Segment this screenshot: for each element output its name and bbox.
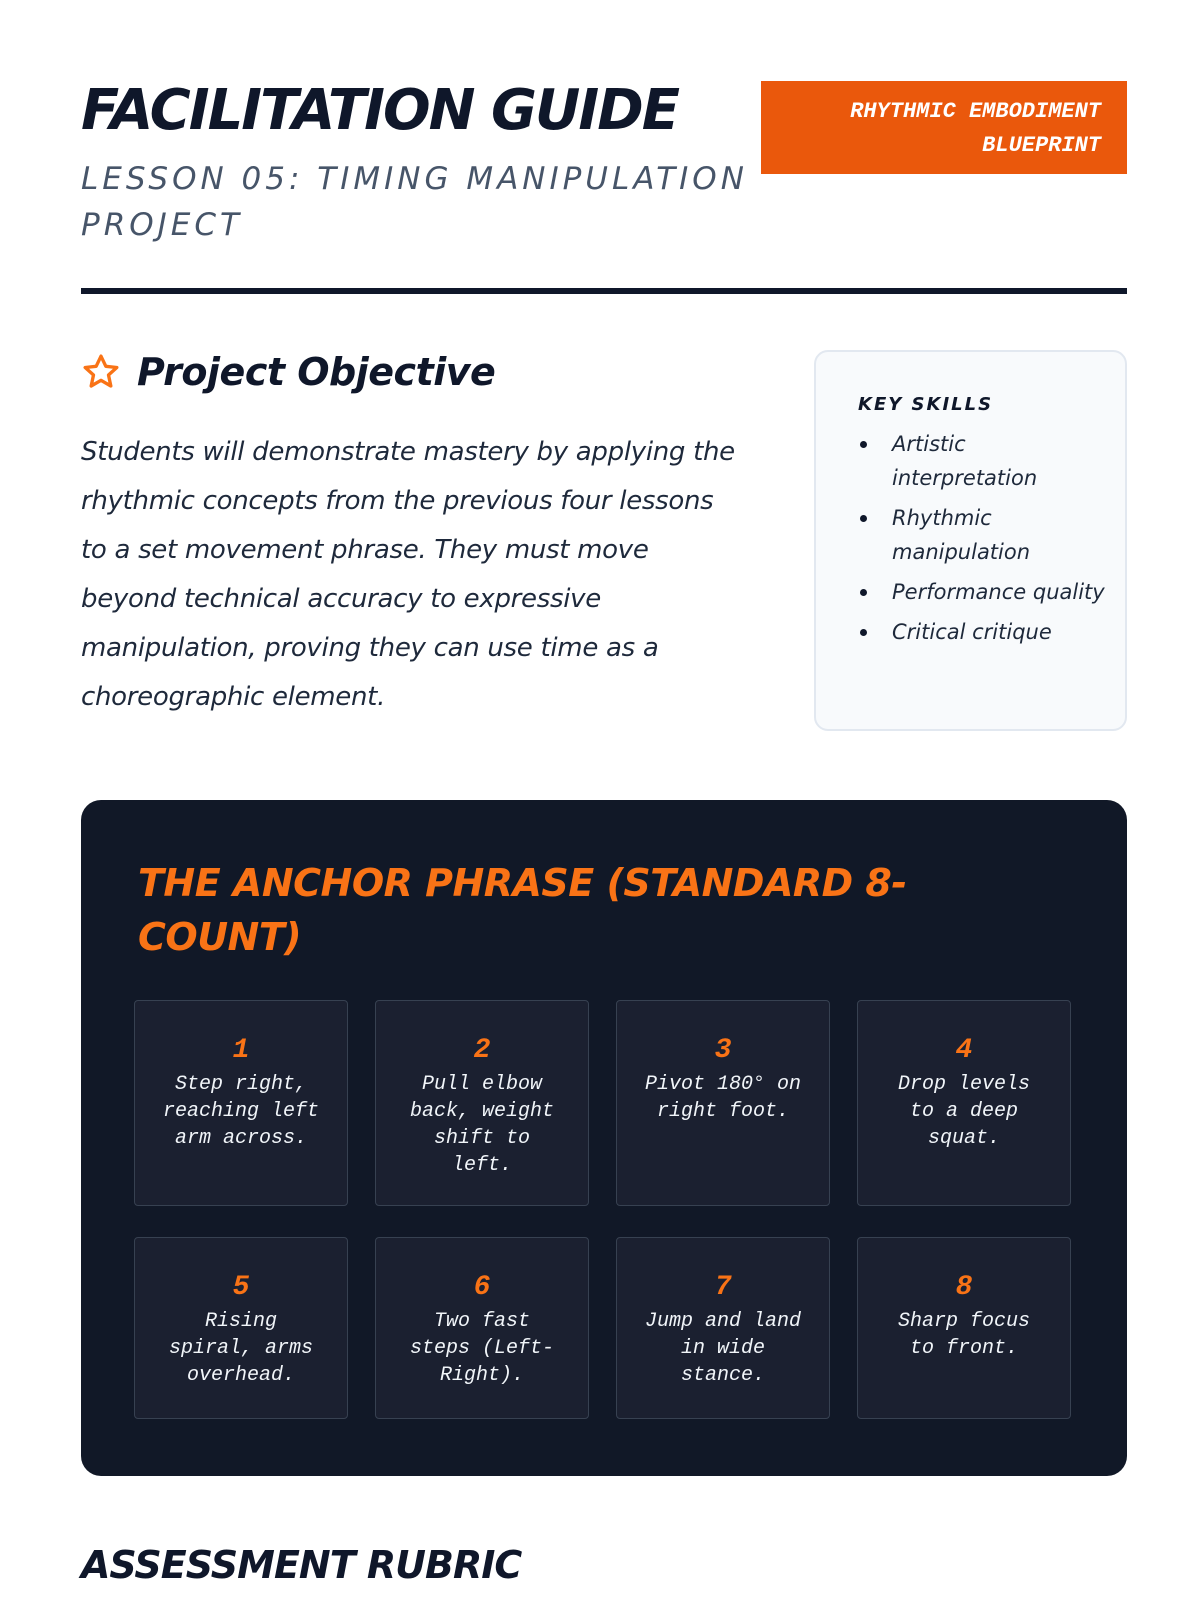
objective-body: Students will demonstrate mastery by applying the rhythmic concepts from the previous four lessons to a set movement phrase. They must move beyond technical accuracy to expressive manipulation, proving they can use time as a choreographic element. — [81, 437, 735, 712]
bullet-icon — [860, 441, 867, 448]
count-card-6 — [375, 1237, 589, 1419]
count-card-7 — [616, 1237, 830, 1419]
count-description: Pivot 180° on right foot. — [644, 1073, 802, 1123]
count-card-4 — [857, 1000, 1071, 1206]
bullet-icon — [860, 515, 867, 522]
badge-line-2: BLUEPRINT — [982, 133, 1101, 158]
objective-title: Project Objective — [137, 350, 496, 394]
count-description: Jump and land in wide stance. — [644, 1310, 802, 1387]
list-item — [858, 575, 1105, 609]
count-description: Drop levels to a deep squat. — [897, 1073, 1031, 1150]
skill-label: Rhythmic manipulation — [892, 506, 1031, 564]
count-number: 6 — [473, 1272, 491, 1303]
facilitation-guide-page — [81, 0, 1127, 1600]
anchor-phrase-panel — [81, 800, 1127, 1476]
objective-heading — [81, 350, 495, 394]
list-item — [858, 615, 1105, 649]
skill-label: Performance quality — [892, 580, 1105, 604]
bullet-icon — [860, 589, 867, 596]
star-icon — [81, 352, 121, 392]
count-card-3 — [616, 1000, 830, 1206]
count-description: Step right, reaching left arm across. — [162, 1073, 320, 1150]
list-item — [858, 427, 1105, 495]
count-description: Two fast steps (Left-Right). — [409, 1310, 555, 1387]
list-item — [858, 501, 1105, 569]
count-card-1 — [134, 1000, 348, 1206]
count-number: 8 — [955, 1272, 973, 1303]
count-description: Rising spiral, arms overhead. — [168, 1310, 314, 1387]
lesson-subtitle: LESSON 05: TIMING MANIPULATION PROJECT — [81, 161, 748, 243]
count-number: 4 — [955, 1035, 973, 1066]
assessment-rubric-title: ASSESSMENT RUBRIC — [81, 1543, 522, 1587]
count-number: 1 — [232, 1035, 250, 1066]
key-skills-list — [858, 427, 1105, 649]
blueprint-badge — [761, 81, 1127, 174]
count-number: 3 — [714, 1035, 732, 1066]
count-card-8 — [857, 1237, 1071, 1419]
count-description: Pull elbow back, weight shift to left. — [409, 1073, 555, 1177]
key-skills-card — [814, 350, 1127, 731]
count-number: 7 — [714, 1272, 732, 1303]
key-skills-heading: KEY SKILLS — [858, 394, 994, 415]
bullet-icon — [860, 629, 867, 636]
header-divider — [81, 288, 1127, 294]
page-title: FACILITATION GUIDE — [81, 78, 678, 143]
count-card-2 — [375, 1000, 589, 1206]
count-card-5 — [134, 1237, 348, 1419]
count-description: Sharp focus to front. — [897, 1310, 1031, 1360]
badge-line-1: RHYTHMIC EMBODIMENT — [850, 99, 1101, 124]
count-number: 5 — [232, 1272, 250, 1303]
skill-label: Artistic interpretation — [892, 432, 1038, 490]
skill-label: Critical critique — [892, 620, 1052, 644]
count-number: 2 — [473, 1035, 491, 1066]
anchor-phrase-title: THE ANCHOR PHRASE (STANDARD 8-COUNT) — [138, 861, 907, 959]
